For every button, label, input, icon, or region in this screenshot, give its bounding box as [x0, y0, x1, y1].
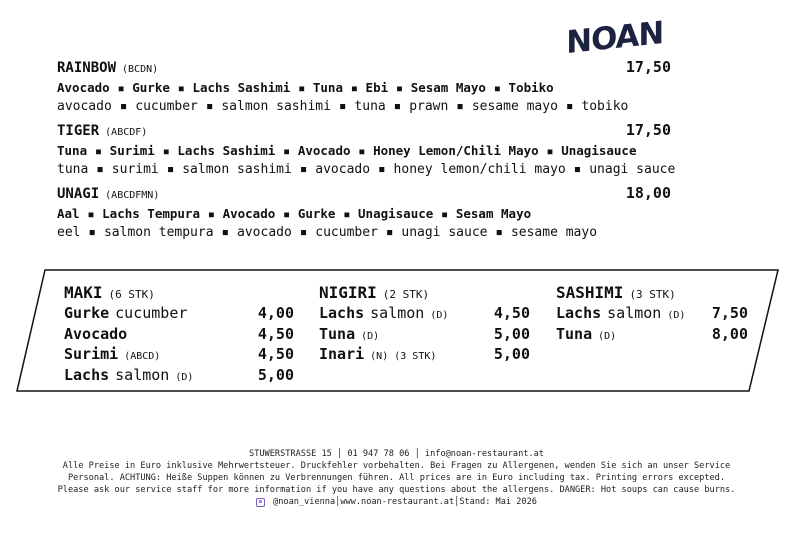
footer-legal-line: Please ask our service staff for more information if you have any questions about the allergens. DANGER: Hot soups can cause burns. [57, 485, 736, 495]
nigiri-column [319, 283, 530, 366]
list-item [64, 366, 294, 387]
allergen-code: (ABCDFMN) [105, 190, 160, 201]
noan-logo: NOAN [566, 14, 664, 62]
section-title: SASHIMI [556, 283, 624, 302]
list-item [556, 325, 748, 346]
section-note: (6 STK) [108, 288, 155, 301]
section-title: MAKI [64, 283, 103, 302]
allergen-code: (D) [667, 310, 686, 321]
item-price: 5,00 [493, 324, 530, 343]
section-note: (2 STK) [382, 288, 430, 301]
roll-price: 17,50 [625, 58, 671, 76]
item-translation: salmon [607, 304, 662, 322]
list-item [64, 304, 294, 325]
list-item [319, 325, 530, 346]
roll-ingredients-en: avocado ▪ cucumber ▪ salmon sashimi ▪ tuna ▪ prawn ▪ sesame mayo ▪ tobiko [57, 99, 629, 114]
roll-ingredients-en: tuna ▪ surimi ▪ salmon sashimi ▪ avocado ▪ honey lemon/chili mayo ▪ unagi sauce [57, 162, 676, 177]
roll-name: TIGER [57, 123, 100, 139]
item-name: Inari [319, 345, 365, 363]
item-name: Tuna [556, 324, 593, 343]
allergen-code: (D) [361, 330, 380, 342]
item-translation: salmon [370, 304, 425, 322]
footer-address: STUWERSTRASSE 15 │ 01 947 78 06 │ info@noan-restaurant.at [249, 449, 544, 459]
allergen-code: (BCDN) [122, 64, 159, 75]
footer-legal-line: Alle Preise in Euro inklusive Mehrwertsteuer. Druckfehler vorbehalten. Bei Fragen zu Allergenen, wenden Sie sich an unser Service [62, 461, 731, 471]
item-price: 4,00 [257, 304, 294, 322]
footer-legal-line: Personal. ACHTUNG: Heiße Suppen können zu Verbrennungen führen. All prices are in Euro including tax. Printing errors excepted. [67, 473, 726, 483]
item-name: Lachs [64, 365, 110, 384]
roll-ingredients-en: eel ▪ salmon tempura ▪ avocado ▪ cucumber ▪ unagi sauce ▪ sesame mayo [57, 225, 598, 240]
roll-ingredients-de: Tuna ▪ Surimi ▪ Lachs Sashimi ▪ Avocado ▪ Honey Lemon/Chili Mayo ▪ Unagisauce [57, 143, 637, 158]
item-price: 4,50 [257, 345, 294, 363]
list-item [64, 325, 294, 346]
list-item [319, 304, 530, 325]
maki-column [64, 283, 294, 386]
item-name: Lachs [319, 304, 365, 322]
footer [0, 448, 793, 511]
item-translation: cucumber [115, 304, 188, 322]
list-item [319, 345, 530, 366]
footer-social-text: @noan_vienna│www.noan-restaurant.at│Stand: Mai 2026 [273, 497, 537, 507]
item-name: Tuna [319, 324, 356, 343]
item-price: 5,00 [257, 365, 294, 384]
roll-name: RAINBOW [57, 60, 117, 76]
allergen-code: (D) [430, 310, 449, 321]
roll-ingredients-de: Aal ▪ Lachs Tempura ▪ Avocado ▪ Gurke ▪ Unagisauce ▪ Sesam Mayo [57, 206, 532, 221]
sashimi-column [556, 283, 748, 345]
allergen-code: (D) [175, 371, 194, 383]
roll-price: 17,50 [625, 121, 671, 139]
footer-social [256, 496, 537, 508]
item-price: 7,50 [711, 304, 748, 322]
item-price: 5,00 [493, 345, 530, 363]
item-name: Surimi [64, 345, 119, 363]
item-price: 8,00 [711, 324, 748, 343]
item-name: Gurke [64, 304, 110, 322]
item-translation: salmon [115, 365, 170, 384]
instagram-icon [256, 498, 265, 507]
allergen-code: (D) [598, 330, 617, 342]
item-price: 4,50 [257, 324, 294, 343]
section-note: (3 STK) [629, 288, 676, 301]
roll-ingredients-de: Avocado ▪ Gurke ▪ Lachs Sashimi ▪ Tuna ▪ Ebi ▪ Sesam Mayo ▪ Tobiko [57, 80, 554, 95]
item-name: Lachs [556, 304, 602, 322]
item-name: Avocado [64, 324, 128, 343]
item-price: 4,50 [493, 304, 530, 322]
section-title: NIGIRI [319, 283, 377, 302]
allergen-code: (N) (3 STK) [370, 351, 437, 362]
allergen-code: (ABCDF) [105, 127, 148, 138]
list-item [556, 304, 748, 325]
list-item [64, 345, 294, 366]
roll-price: 18,00 [625, 184, 671, 202]
roll-name: UNAGI [57, 186, 100, 202]
allergen-code: (ABCD) [124, 351, 161, 362]
